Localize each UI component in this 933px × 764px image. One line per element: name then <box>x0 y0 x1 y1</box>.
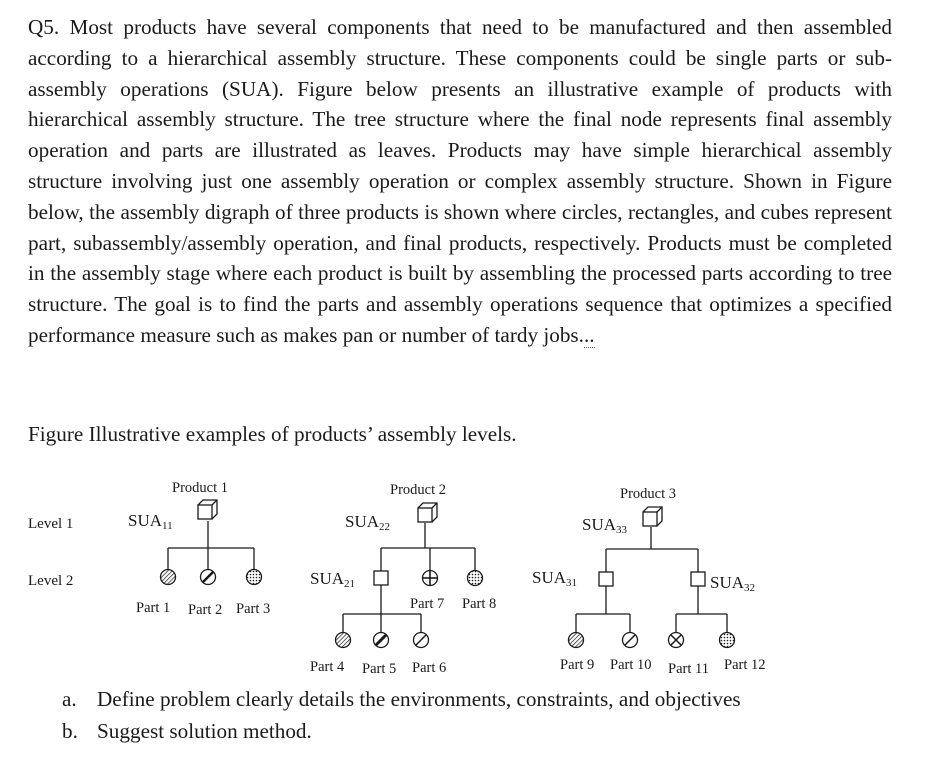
product-2-tree <box>343 523 475 632</box>
sua11-label: SUA11 <box>128 511 173 532</box>
task-b-text: Suggest solution method. <box>97 719 312 743</box>
sua31-label: SUA31 <box>532 568 578 589</box>
level-2-label: Level 2 <box>28 573 74 589</box>
part-11-label: Part 11 <box>668 661 709 677</box>
sua21-label: SUA21 <box>310 569 356 590</box>
task-b-label: b. <box>62 719 78 743</box>
part-3-label: Part 3 <box>236 601 271 617</box>
sua21-rect-icon <box>374 571 388 585</box>
part-6-circle-icon <box>414 633 429 648</box>
part-3-circle-icon <box>247 570 262 585</box>
figure-caption: Figure Illustrative examples of products’ assembly levels. <box>28 422 517 446</box>
question-text <box>28 12 892 351</box>
product-1-cube-icon <box>198 500 217 519</box>
part-7-label: Part 7 <box>410 596 445 612</box>
part-6-label: Part 6 <box>412 660 447 676</box>
part-10-label: Part 10 <box>610 657 652 673</box>
sua32-label: SUA32 <box>710 573 756 594</box>
part-4-label: Part 4 <box>310 659 345 675</box>
sua33-label: SUA33 <box>582 515 628 536</box>
trailing-dots: .. <box>583 322 595 347</box>
part-5-label: Part 5 <box>362 661 397 677</box>
product-2-cube-icon <box>418 503 437 522</box>
product-2-label: Product 2 <box>390 482 446 498</box>
question-body: Q5. Most products have several components that need to be manufactured and then assembled according to a hierarchical assembly structure. These components could be single parts or sub-assembly operations (SUA). Figure below presents an illustrative example of products with hierarchical assembly structure. The tree structure where the final node represents final assembly operation and parts are illustrated as leaves. Products may have simple hierarchical assembly structure involving just one assembly operation or complex assembly structure. Shown in Figure below, the assembly digraph of three products is shown where circles, rectangles, and cubes represent part, subassembly/assembly operation, and final products, respectively. Products must be completed in the assembly stage where each product is built by assembling the processed parts according to tree structure. The goal is to find the parts and assembly operations sequence that optimizes a specified performance measure such as makes pan or number of tardy jobs. <box>28 15 892 347</box>
part-4-circle-icon <box>336 633 351 648</box>
task-a <box>62 684 741 714</box>
sua31-rect-icon <box>599 572 613 586</box>
part-9-circle-icon <box>569 633 584 648</box>
sua32-rect-icon <box>691 572 705 586</box>
task-b <box>62 716 312 746</box>
sua22-label: SUA22 <box>345 512 391 533</box>
part-1-label: Part 1 <box>136 600 171 616</box>
part-8-circle-icon <box>468 571 483 586</box>
task-a-text: Define problem clearly details the environments, constraints, and objectives <box>97 687 741 711</box>
assembly-figure <box>0 468 933 683</box>
part-11-circle-icon <box>669 633 684 648</box>
part-5-circle-icon <box>374 633 389 648</box>
level-1-label: Level 1 <box>28 516 74 532</box>
task-a-label: a. <box>62 687 77 711</box>
part-1-circle-icon <box>161 570 176 585</box>
product-3-cube-icon <box>643 507 662 526</box>
part-2-circle-icon <box>201 570 216 585</box>
product-3-label: Product 3 <box>620 486 676 502</box>
part-2-label: Part 2 <box>188 602 223 618</box>
part-7-circle-icon <box>422 570 438 586</box>
part-12-label: Part 12 <box>724 657 766 673</box>
product-1-tree <box>168 521 254 569</box>
part-8-label: Part 8 <box>462 596 497 612</box>
part-9-label: Part 9 <box>560 657 595 673</box>
product-1-label: Product 1 <box>172 480 228 496</box>
part-12-circle-icon <box>720 633 735 648</box>
part-10-circle-icon <box>623 633 638 648</box>
